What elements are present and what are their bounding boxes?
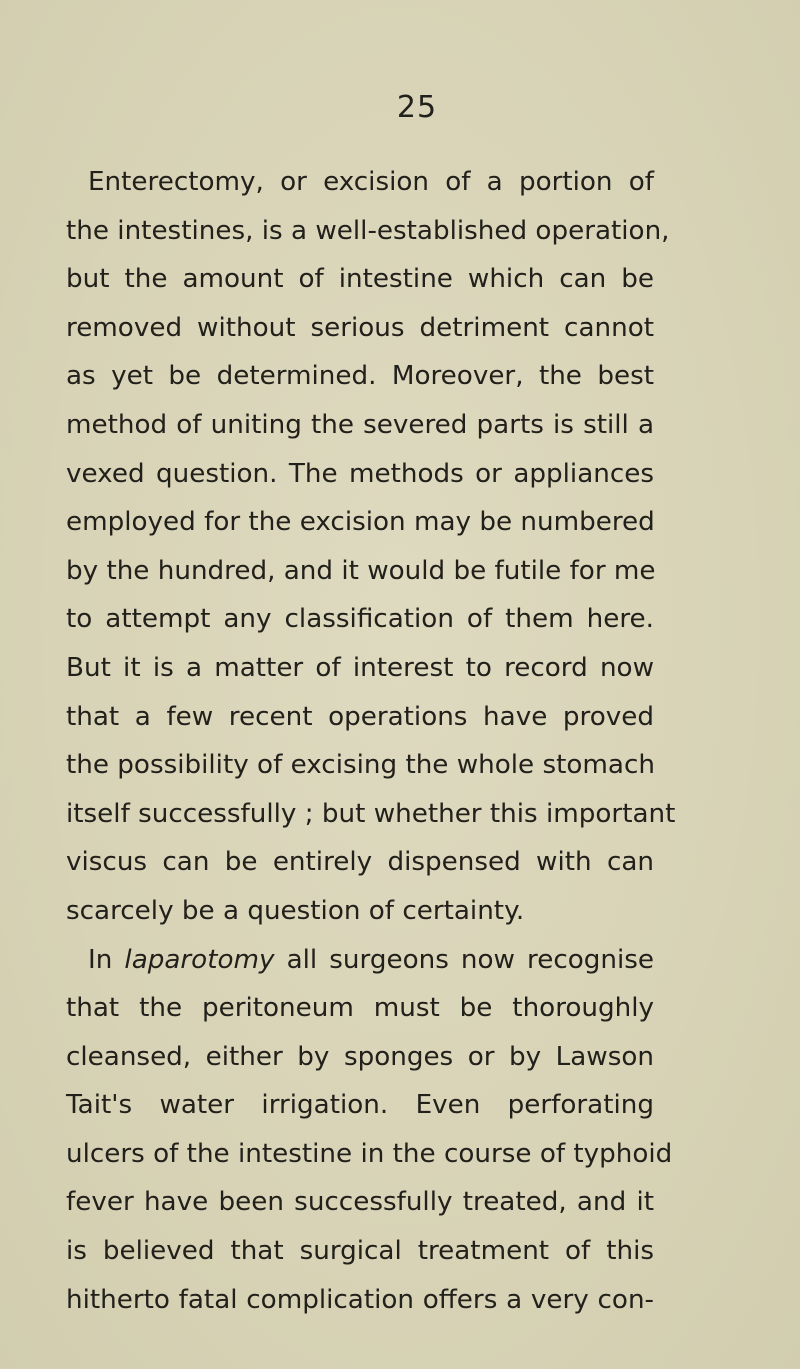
- text-line: is believed that surgical treatment of this: [66, 1236, 654, 1267]
- text-line: method of uniting the severed parts is still a: [66, 409, 654, 440]
- page-number: 25: [396, 90, 438, 125]
- text-line: vexed question. The methods or appliances: [66, 458, 654, 489]
- text-line: itself successfully ; but whether this important: [66, 798, 676, 829]
- text-line: viscus can be entirely dispensed with can: [66, 847, 654, 878]
- text-line: fever have been successfully treated, and it: [66, 1187, 654, 1218]
- text-line: Enterectomy, or excision of a portion of: [88, 167, 654, 197]
- text-line: cleansed, either by sponges or by Lawson: [66, 1041, 654, 1072]
- text-line: removed without serious detriment cannot: [66, 312, 654, 343]
- italic-term: laparotomy: [124, 944, 275, 975]
- text-line: but the amount of intestine which can be: [66, 264, 654, 295]
- text-line: But it is a matter of interest to record now: [66, 652, 654, 683]
- text-line-with-term: [66, 936, 654, 985]
- text-line: that the peritoneum must be thoroughly: [66, 993, 654, 1024]
- text-line: by the hundred, and it would be futile for me: [66, 555, 656, 586]
- text-line: hitherto fatal complication offers a very con-: [66, 1284, 654, 1315]
- text-line: as yet be determined. Moreover, the best: [66, 361, 654, 392]
- text-line: employed for the excision may be numbered: [66, 507, 655, 538]
- text-fragment: all surgeons now recognise: [286, 944, 655, 975]
- text-line: that a few recent operations have proved: [66, 701, 654, 732]
- text-line: the possibility of excising the whole stomach: [66, 750, 655, 781]
- body-text: [66, 158, 676, 1324]
- text-line: to attempt any classification of them here.: [66, 604, 654, 635]
- paragraph-intro: In: [88, 944, 113, 975]
- text-line: ulcers of the intestine in the course of typhoid: [66, 1138, 673, 1169]
- text-line: Tait's water irrigation. Even perforating: [66, 1090, 654, 1121]
- text-line: the intestines, is a well-established operation,: [66, 215, 670, 246]
- text-line: scarcely be a question of certainty.: [66, 895, 525, 926]
